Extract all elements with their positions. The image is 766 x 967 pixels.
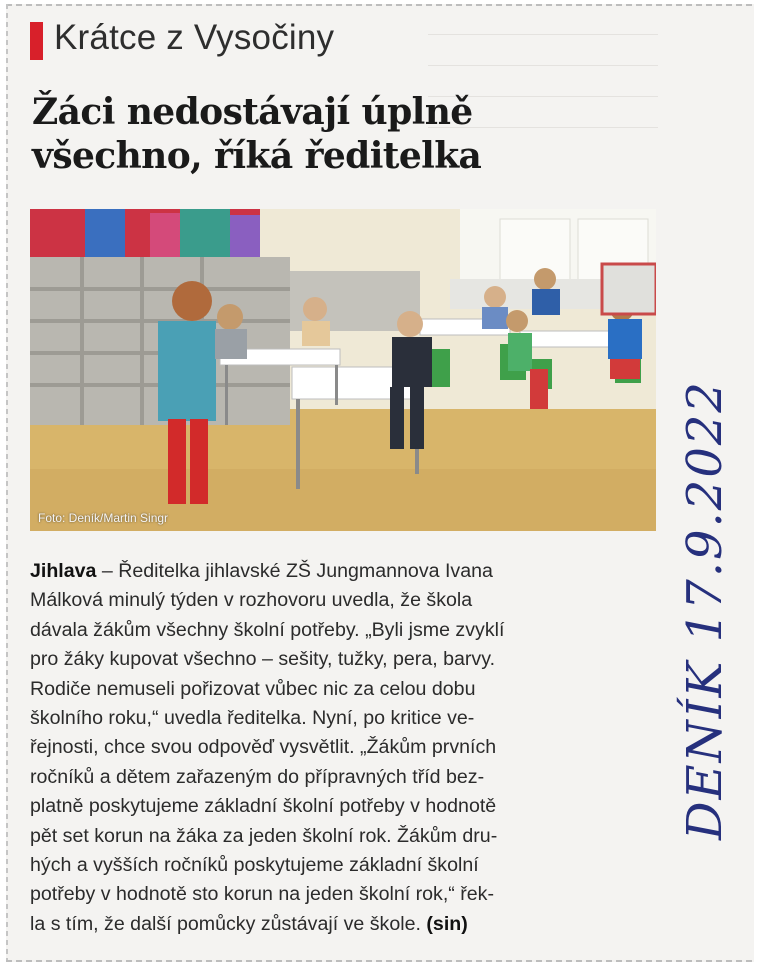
clipping-top-edge: [6, 4, 754, 6]
article-line: Rodiče nemuseli pořizovat vůbec nic za celou dobu: [30, 677, 476, 700]
article-line: pět set korun na žáka za jeden školní rok. Žákům dru-: [30, 824, 498, 847]
clipping-bottom-edge: [6, 960, 754, 962]
newspaper-clipping: [6, 4, 754, 962]
dateline: Jihlava: [30, 560, 97, 582]
clipping-left-edge: [6, 4, 8, 962]
article-line-1-text: – Ředitelka jihlavské ZŠ Jungmannova Ivana: [96, 560, 493, 582]
article-line: platně poskytujeme základní školní potřeby v hodnotě: [30, 795, 497, 818]
article-line: školního roku,“ uvedla ředitelka. Nyní, po kritice ve-: [30, 707, 475, 730]
handwritten-annotation: [660, 340, 750, 880]
article-line: pro žáky kupovat všechno – sešity, tužky, pera, barvy.: [30, 648, 496, 671]
article-line: Málková minulý týden v rozhovoru uvedla, že škola: [30, 589, 473, 612]
article-line: hých a vyšších ročníků poskytujeme základní školní: [30, 854, 479, 877]
section-title: Krátce z Vysočiny: [54, 18, 335, 57]
article-line: potřeby v hodnotě sto korun na jeden školní rok,“ řek-: [30, 883, 494, 906]
article-line: dávala žákům všechny školní potřeby. „Byli jsme zvyklí: [30, 618, 505, 641]
headline-line-2: všechno, říká ředitelka: [32, 135, 482, 177]
classroom-illustration: [30, 209, 656, 531]
headline: [32, 90, 592, 178]
article-line-last: [30, 910, 670, 939]
author-signature: (sin): [426, 912, 468, 935]
article-line: ročníků a dětem zařazeným do přípravných tříd bez-: [30, 765, 485, 788]
article-line-1: [30, 557, 670, 586]
classroom-photo: [30, 209, 656, 531]
article-body: [30, 557, 670, 939]
article-line: řejnosti, chce svou odpověď vysvětlit. „Žákům prvních: [30, 736, 497, 759]
section-accent-bar: [30, 22, 43, 60]
photo-credit: Foto: Deník/Martin Singr: [38, 511, 169, 525]
headline-line-1: Žáci nedostávají úplně: [32, 91, 473, 133]
handwritten-date-note: DENÍK 17.9.2022: [677, 380, 733, 840]
article-line-last-text: la s tím, že další pomůcky zůstávají ve škole.: [30, 912, 427, 935]
